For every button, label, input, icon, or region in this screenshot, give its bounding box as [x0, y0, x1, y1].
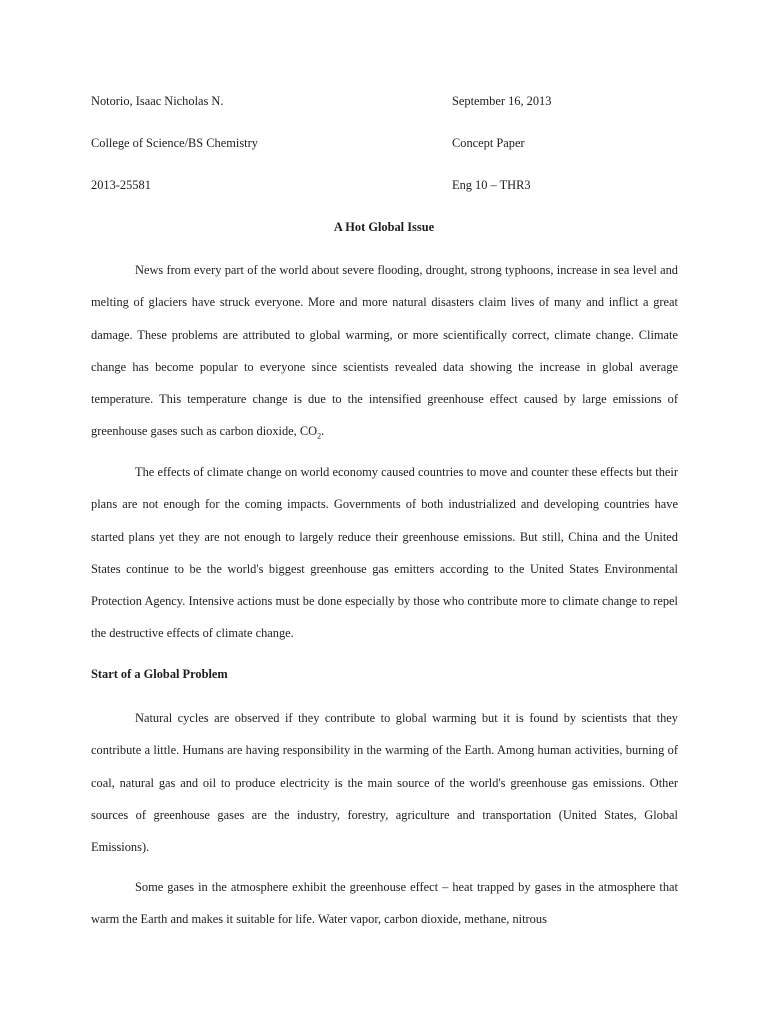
- co2-subscript: 2: [317, 431, 322, 441]
- header-row-3: [91, 176, 691, 194]
- paper-date: September 16, 2013: [452, 94, 552, 108]
- paper-title: A Hot Global Issue: [333, 220, 435, 234]
- college-program: College of Science/BS Chemistry: [91, 136, 258, 150]
- paragraph-1-end: .: [321, 424, 325, 439]
- header-row-2: [91, 134, 691, 152]
- paragraph-1: [91, 254, 678, 448]
- header-row-1: [91, 92, 691, 110]
- author-name: Notorio, Isaac Nicholas N.: [91, 94, 224, 108]
- course-section: Eng 10 – THR3: [452, 178, 531, 192]
- paragraph-3: Natural cycles are observed if they contribute to global warming but it is found by scientists that they contribute a little. Humans are having responsibility in the warming of the Earth. Among human activities, burning of coal, natural gas and oil to produce electricity is the main source of the world's greenhouse gas emissions. Other sources of greenhouse gases are the industry, forestry, agriculture and transportation (United States, Global Emissions).: [91, 711, 678, 855]
- paragraph-1-text: News from every part of the world about severe flooding, drought, strong typhoons, increase in sea level and melting of glaciers have struck everyone. More and more natural disasters claim lives of many and inflict a great damage. These problems are attributed to global warming, or more scientifically correct, climate change. Climate change has become popular to everyone since scientists revealed data showing the increase in global average temperature. This temperature change is due to the intensified greenhouse effect caused by large emissions of greenhouse gases such as carbon dioxide, CO: [91, 263, 678, 439]
- paragraph-2: The effects of climate change on world economy caused countries to move and counter these effects but their plans are not enough for the coming impacts. Governments of both industrialized and developing countries have started plans yet they are not enough to largely reduce their greenhouse emissions. But still, China and the United States continue to be the world's biggest greenhouse gas emitters according to the United States Environmental Protection Agency. Intensive actions must be done especially by those who contribute more to climate change to repel the destructive effects of climate change.: [91, 465, 678, 641]
- paper-type: Concept Paper: [452, 136, 525, 150]
- student-number: 2013-25581: [91, 178, 151, 192]
- paragraph-4: Some gases in the atmosphere exhibit the greenhouse effect – heat trapped by gases in the atmosphere that warm the Earth and makes it suitable for life. Water vapor, carbon dioxide, methane, nitrous: [91, 880, 678, 927]
- section-heading: Start of a Global Problem: [91, 667, 228, 681]
